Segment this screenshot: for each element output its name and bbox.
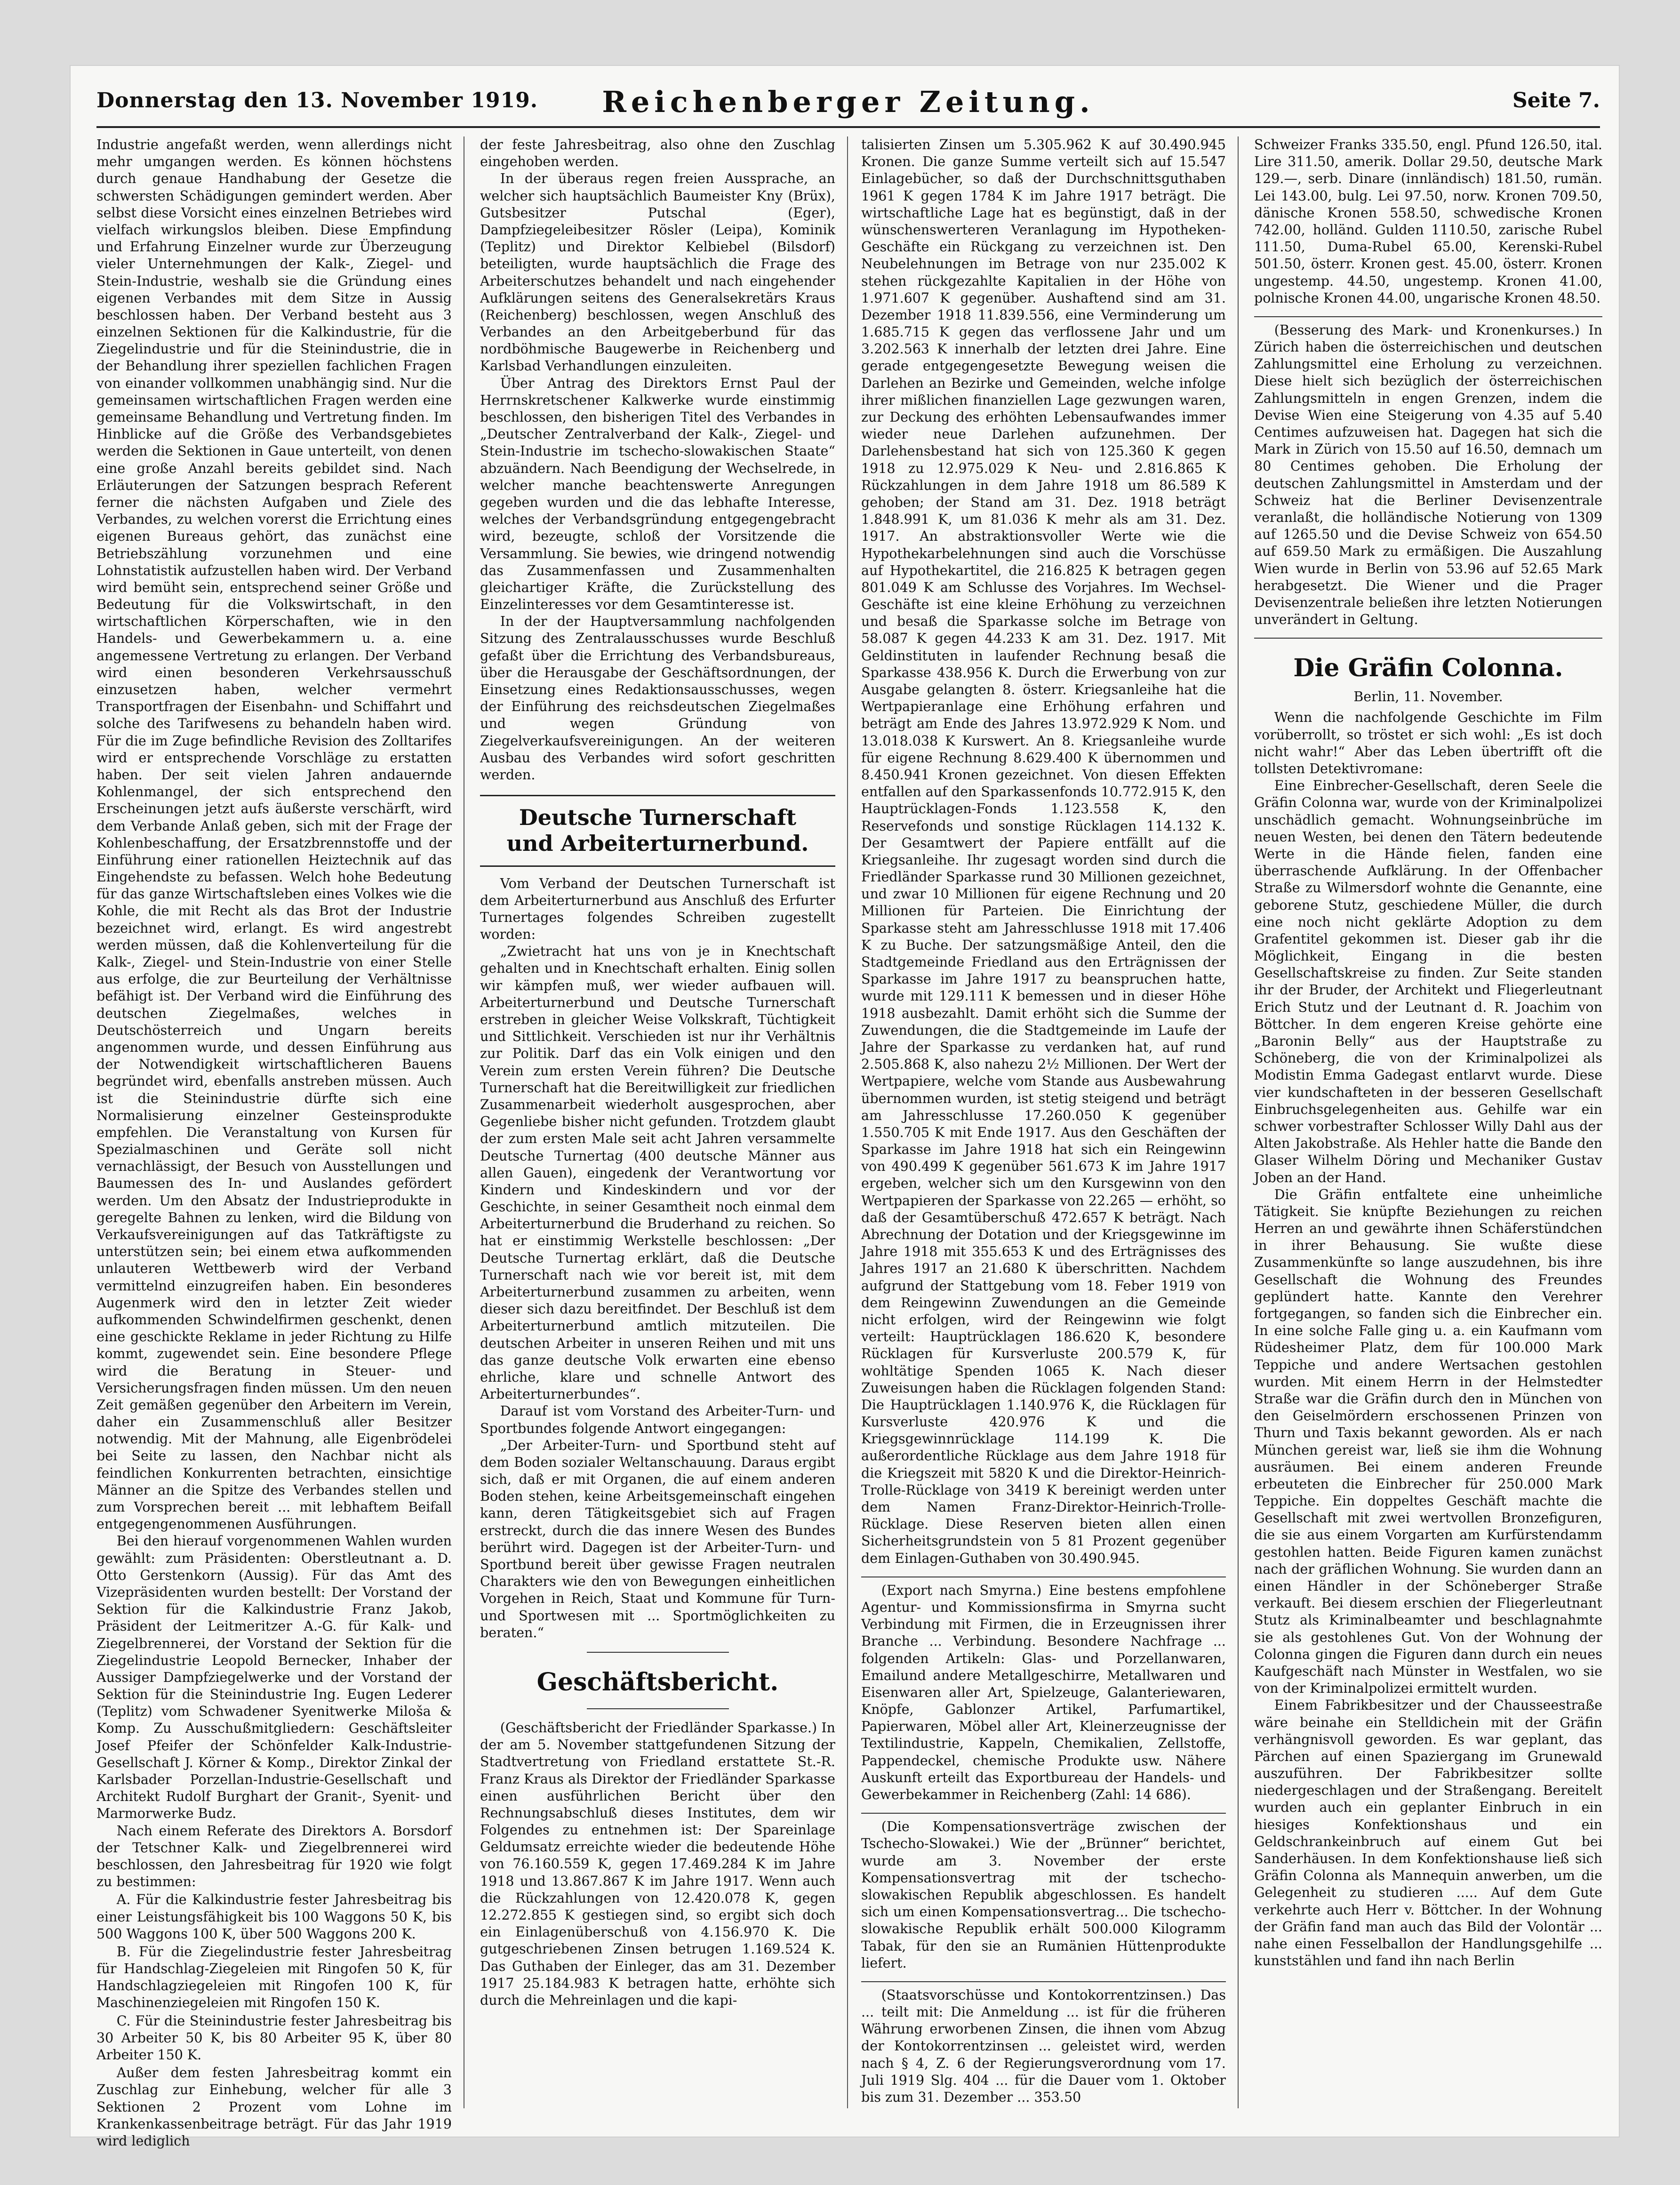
column-divider (847, 136, 848, 2108)
column-1 (96, 136, 452, 2149)
newspaper-page (71, 66, 1619, 2149)
article-paragraph: Die Gräfin entfaltete eine unheimliche Tätigkeit. Sie knüpfte Beziehungen zu reichen Herren an und gewährte ihnen Schäferstündchen in ihrer Behausung. Sie wußte diese Zusammenkünfte so lange auszudehnen, bis ihre Gesellschaft die Wohnung des Freundes geplündert hatte. Kannte den Verehrer fortgegangen, so fanden sich die Einbrecher ein. In eine solche Falle ging u. a. ein Kaufmann vom Rüdesheimer Platz, dem für 100.000 Mark Teppiche und andere Wertsachen gestohlen wurden. Mit einem Herrn in der Helmstedter Straße war die Gräfin durch den in München von den Geiselmördern erschossenen Prinzen von Thurn und Taxis bekannt geworden. Als er nach München gereist war, ließ sie ihm die Wohnung ausräumen. Bei einem anderen Freunde erbeuteten die Einbrecher für 250.000 Mark Teppiche. Ein doppeltes Geschäft machte die Gesellschaft mit zwei wertvollen Bronzefiguren, die sie aus einem Vorgarten am Kurfürstendamm gestohlen hatten. Beide Figuren kamen zunächst nach der gräflichen Wohnung. Sie wurden dann an einen Händler in der Schöneberger Straße verkauft. Bei diesem erschien der Fliegerleutnant Stutz als Kriminalbeamter und beschlagnahmte sie als gestohlenes Gut. Von der Wohnung der Colonna gingen die Figuren dann durch ein neues Kaufgeschäft nach Münster in Westfalen, wo sie von der Kriminalpolizei ermittelt wurden. (1254, 1186, 1602, 1697)
article-paragraph: Darauf ist vom Vorstand des Arbeiter-Turn- und Sportbundes folgende Antwort eingegangen: (480, 1403, 835, 1436)
article-paragraph: Bei den hierauf vorgenommenen Wahlen wurden gewählt: zum Präsidenten: Oberstleutnant a. D. Otto Gerstenkorn (Aussig). Für das Amt des Vizepräsidenten wurden bestellt: Der Vorstand der Sektion für die Kalkindustrie Franz Jakob, Präsident der Leitmeritzer A.-G. für Kalk- und Ziegelbrennerei, der Vorstand der Sektion für die Ziegelindustrie Leopold Bernecker, Inhaber der Aussiger Dampfziegelwerke und der Vorstand der Sektion für die Steinindustrie Ing. Eugen Lederer (Teplitz) vom Schwadener Syenitwerke Miloša & Komp. Zu Ausschußmitgliedern: Geschäftsleiter Josef Pfeifer der Schönfelder Kalk-Industrie-Gesellschaft J. Körner & Komp., Direktor Zinkal der Karlsbader Porzellan-Industrie-Gesellschaft und Architekt Rudolf Burghart der Granit-, Syenit- und Marmorwerke Budz. (96, 1533, 452, 1822)
notice-paragraph: (Staatsvorschüsse und Kontokorrentzinsen.) Das ... teilt mit: Die Anmeldung ... ist für die früheren Währung erworbenen Zinsen, die ihnen vom Abzug der Kontokorrentzinsen ... geleistet wird, werden nach § 4, Z. 6 der Regierungsverordnung vom 17. Juli 1919 Slg. 404 ... für die Dauer vom 1. Oktober bis zum 31. Dezember ... 353.50 (861, 1987, 1226, 2105)
headline-line: und Arbeiterturnerbund. (506, 831, 809, 856)
fee-item: C. Für die Steinindustrie fester Jahresbeitrag bis 30 Arbeiter 50 K, bis 80 Arbeiter 95 K, über 80 Arbeiter 150 K. (96, 2013, 452, 2063)
article-paragraph: Einem Fabrikbesitzer und der Chausseestraße wäre beinahe ein Stelldichein mit der Gräfin verhängnisvoll geworden. Es war geplant, das Pärchen auf einen Spaziergang im Grunewald auszuführen. Der Fabrikbesitzer sollte niedergeschlagen und der Straßengang. Bereitelt wurden auch ein geplanter Einbruch in ein hiesiges Konfektionshaus und ein Geldschrankeinbruch auf einem Gut bei Sanderhäusen. In dem Konfektionshause ließ sich Gräfin Colonna als Mannequin anwerben, um die Gelegenheit zu studieren ..... Auf dem Gute verkehrte auch Herr v. Böttcher. In der Wohnung der Gräfin fand man auch das Bild der Volontär ... nahe einen Fesselballon der Handlungsgehilfe ... kunststählen und fand ihn nach Berlin (1254, 1697, 1602, 1969)
issue-date: Donnerstag den 13. November 1919. (96, 88, 538, 112)
column-4 (1254, 136, 1602, 2108)
section-divider (861, 1981, 1226, 1982)
article-paragraph: talisierten Zinsen um 5.305.962 K auf 30.490.945 Kronen. Die ganze Summe verteilt sich auf 15.547 Einlagebücher, so daß der Durchschnittsguthaben 1961 K gegen 1784 K im Jahre 1917 beträgt. Die wirtschaftliche Lage hat es begünstigt, daß in der wünschenswerteren Veranlagung im Hypotheken-Geschäfte ein Rückgang zu verzeichnen ist. Den Neubelehnungen im Betrage von nur 235.002 K stehen rückgezahlte Kapitalien in der Höhe von 1.971.607 K gegenüber. Aushaftend sind am 31. Dezember 1918 11.839.556, eine Verminderung um 1.685.715 K gegen das verflossene Jahr und um 3.202.563 K innerhalb der letzten drei Jahre. Eine gerade entgegengesetzte Bewegung weisen die Darlehen an Bezirke und Gemeinden, welche infolge ihrer mißlichen finanziellen Lage gezwungen waren, zur Deckung des erhöhten Lebensaufwandes immer wieder neue Darlehen aufzunehmen. Der Darlehensbestand hat sich von 125.360 K gegen 1918 zu 12.975.029 K Neu- und 2.816.865 K Rückzahlungen in dem Jahre 1918 um 86.589 K gehoben; der Stand am 31. Dez. 1918 beträgt 1.848.991 K, um 81.036 K mehr als am 31. Dez. 1917. An abstraktionsvoller Werte wie die Hypothekarbelehnungen sind auch die Vorschüsse auf Hypothekartitel, die 216.825 K betragen gegen 801.049 K am Schlusse des Vorjahres. Im Wechsel-Geschäfte ist eine kleine Erhöhung zu verzeichnen und besaß die Sparkasse solche im Betrage von 58.087 K gegen 44.233 K am 31. Dez. 1917. Mit Geldinstituten in laufender Rechnung besaß die Sparkasse 438.956 K. Durch die Erwerbung von zur Ausgabe gelangten 8. österr. Kriegsanleihe hat die Wertpapieranlage eine Erhöhung erfahren und beträgt am Ende des Jahres 13.972.929 K Nom. und 13.018.038 K Kurswert. An 8. Kriegsanleihe wurde für eigene Rechnung 8.629.400 K übernommen und 8.450.941 Kronen gezeichnet. Von diesen Effekten entfallen auf den Sparkassenfonds 10.772.915 K, den Hauptrücklagen-Fonds 1.123.558 K, den Reservefonds und sonstige Rücklagen 114.132 K. Der Gesamtwert der Papiere entfällt auf die Kriegsanleihe. Ihr zugesagt worden sind durch die Friedländer Sparkasse rund 30 Millionen gezeichnet, und zwar 10 Millionen für eigene Rechnung und 20 Millionen für Parteien. Die Einrichtung der Sparkasse steht am Jahresschlusse 1918 mit 17.406 K zu Buche. Der satzungsmäßige Anteil, den die Stadtgemeinde Friedland aus den Erträgnissen der Sparkasse im Jahre 1917 zu beanspruchen hatte, wurde mit 129.111 K bemessen und in dieser Höhe 1918 ausbezahlt. Damit erhöht sich die Summe der Zuwendungen, die die Stadtgemeinde im Laufe der Jahre der Sparkasse zu verdanken hat, auf rund 2.505.868 K, also nahezu 2½ Millionen. Der Wert der Wertpapiere, welche vom Stande aus Ausbewahrung übernommen wurden, ist stetig steigend und beträgt am Jahresschlusse 17.260.050 K gegenüber 1.550.705 K mit Ende 1917. Aus den Geschäften der Sparkasse im Jahre 1918 hat sich ein Reingewinn von 490.499 K gegenüber 561.673 K im Jahre 1917 ergeben, welcher sich um den Kursgewinn von den Wertpapieren der Sparkasse von 22.265 — erhöht, so daß der Gesamtüberschuß 472.657 K beträgt. Nach Abrechnung der Dotation und der Kriegsgewinne im Jahre 1918 mit 355.653 K und des Erträgnisses des Jahres 1917 an 21.680 K überschritten. Nachdem aufgrund der Stattgebung vom 18. Feber 1919 von dem Reingewinn Zuwendungen an die Gemeinde nicht erfolgen, wird der Reingewinn wie folgt verteilt: Hauptrücklagen 186.620 K, besondere Rücklagen für Kursverluste 200.579 K, für wohltätige Spenden 1065 K. Nach dieser Zuweisungen haben die Rücklagen folgenden Stand: Die Hauptrücklagen 1.140.976 K, die Rücklagen für Kursverluste 420.976 K und die Kriegsgewinnrücklage 114.199 K. Die außerordentliche Rücklage aus dem Jahre 1918 für die Kriegszeit mit 5820 K und die Direktor-Heinrich-Trolle-Rücklage von 3419 K bereinigt werden unter dem Namen Franz-Direktor-Heinrich-Trolle-Rücklage. Diese Reserven bieten allen einen Sicherheitsgrundstein von 5 81 Prozent gegenüber dem Einlagen-Guthaben von 30.490.945. (861, 137, 1226, 1566)
fee-list (96, 1891, 452, 2064)
article-paragraph: der feste Jahresbeitrag, also ohne den Zuschlag eingehoben werden. (480, 137, 835, 170)
article-paragraph: Industrie angefaßt werden, wenn allerdings nicht mehr umgangen werden. Es können höchstens durch genaue Handhabung der Gesetze die schwersten Schädigungen gemindert werden. Aber selbst diese Vorsicht eines einzelnen Betriebes wird vielfach wirkungslos bleiben. Diese Empfindung und Erfahrung Einzelner wurde zur Überzeugung vieler Unternehmungen der Kalk-, Ziegel- und Stein-Industrie, weshalb sie die Gründung eines eigenen Verbandes mit dem Sitze in Aussig beschlossen haben. Der Verband besteht aus 3 einzelnen Sektionen für die Kalkindustrie, für die Ziegelindustrie und für die Steinindustrie, die in der Behandlung ihrer speziellen fachlichen Fragen von einander vollkommen unabhängig sind. Nur die gemeinsamen wirtschaftlichen Fragen werden eine gemeinsame Behandlung und Vertretung finden. Im Hinblicke auf die Größe des Verbandsgebietes werden die Sektionen in Gaue unterteilt, von denen eine große Anzahl bereits gebildet sind. Nach Erläuterungen der Satzungen besprach Referent ferner die nächsten Aufgaben und Ziele des Verbandes, zu welchen vorerst die Errichtung eines eigenen Bureaus gehört, das zunächst eine Betriebszählung vorzunehmen und eine Lohnstatistik aufzustellen haben wird. Der Verband wird bemüht sein, entsprechend seiner Größe und Bedeutung für die Volkswirtschaft, in den wirtschaftlichen Körperschaften, wie in den Handels- und Gewerbekammern u. a. eine angemessene Vertretung zu erlangen. Der Verband wird einen besonderen Verkehrsausschuß einzusetzen haben, welcher vermehrt Transportfragen der Eisenbahn- und Schiffahrt und solche des Tarifwesens zu behandeln haben wird. Für die im Zuge befindliche Revision des Zolltarifes wird er entsprechende Vorschläge zu erstatten haben. Der seit vielen Jahren andauernde Kohlenmangel, der sich entsprechend den Erscheinungen jetzt aufs äußerste verschärft, wird dem Verbande Anlaß geben, sich mit der Frage der Kohlenbeschaffung, der Ersatzbrennstoffe und der Einführung einer rationellen Heiztechnik auf das Eingehendste zu befassen. Welch hohe Bedeutung für das ganze Wirtschaftsleben eines Volkes wie die Kohle, die mit Recht als das Brot der Industrie bezeichnet wird, erlangt. Es wird angestrebt werden müssen, daß die Kohlenverteilung für die Kalk-, Ziegel- und Stein-Industrie von einer Stelle aus erfolge, die zur Beurteilung der Verhältnisse befähigt ist. Der Verband wird die Einführung des deutschen Ziegelmaßes, welches in Deutschösterreich und Ungarn bereits angenommen wurde, und dessen Einführung aus der Notwendigkeit wirtschaftlicheren Bauens begründet wird, ebenfalls anstreben müssen. Auch ist die Steinindustrie dürfte sich eine Normalisierung einzelner Gesteinsprodukte empfehlen. Die Veranstaltung von Kursen für Spezialmaschinen und Geräte soll nicht vernachlässigt, der Besuch von Ausstellungen und Baumessen des In- und Auslandes gefördert werden. Um den Absatz der Industrieprodukte in geregelte Bahnen zu lenken, wird die Bildung von Verkaufsvereinigungen auf das Tatkräftigste zu unterstützen sein; bei einem etwa aufkommenden unlauteren Wettbewerb wird der Verband vermittelnd einzugreifen haben. Ein besonderes Augenmerk wird den in letzter Zeit wieder aufkommenden Schwindelfirmen geschenkt, denen eine geschickte Reklame in jeder Richtung zu Hilfe kommt, zugewendet sein. Eine besondere Pflege wird die Beratung in Steuer- und Versicherungsfragen finden müssen. Um den neuen Zeit gemäßen gegenüber den Arbeitern im Verein, daher ein Zusammenschluß aller Besitzer notwendig. Mit der Mahnung, alle Eigenbrödelei bei Seite zu lassen, den Nachbar nicht als feindlichen Konkurrenten betrachten, einsichtige Männer an die Spitze des Verbandes stellen und zum Vorsprechen bereit ... mit lebhaftem Beifall entgegengenommenen Ausführungen. (96, 137, 452, 1532)
exchange-rates: Schweizer Franks 335.50, engl. Pfund 126.50, ital. Lire 311.50, amerik. Dollar 29.50, deutsche Mark 129.—, serb. Dinare (innländisch) 181.50, rumän. Lei 143.00, bulg. Lei 97.50, norw. Kronen 709.50, dänische Kronen 558.50, schwedische Kronen 742.00, holländ. Gulden 1110.50, zarische Rubel 111.50, Duma-Rubel 65.00, Kerenski-Rubel 501.50, österr. Kronen gest. 45.00, österr. Kronen ungestemp. 44.50, ungestemp. Kronen 41.00, polnische Kronen 44.00, ungarische Kronen 48.50. (1254, 137, 1602, 306)
article-paragraph: „Der Arbeiter-Turn- und Sportbund steht auf dem Boden sozialer Weltanschauung. Daraus ergibt sich, daß er mit Organen, die auf einem anderen Boden stehen, keine Arbeitsgemeinschaft eingehen kann, deren Tätigkeitsgebiet sich auf Fragen erstreckt, durch die das innere Wesen des Bundes berührt wird. Dagegen ist der Arbeiter-Turn- und Sportbund bereit über gewisse Fragen neutralen Charakters wie den von Bewegungen einheitlichen Vorgehen in Reich, Staat und Kommune für Turn- und Sportwesen mit ... Sportmöglichkeiten zu beraten.“ (480, 1437, 835, 1641)
notice-paragraph: (Export nach Smyrna.) Eine bestens empfohlene Agentur- und Kommissionsfirma in Smyrna sucht Verbindung mit Firmen, die in Erzeugnissen ihrer Branche ... Verbindung. Besondere Nachfrage ... folgenden Artikeln: Glas- und Porzellanwaren, Emailund andere Metallgeschirre, Metallwaren und Eisenwaren aller Art, Spielzeuge, Galanteriewaren, Knöpfe, Gablonzer Artikel, Parfumartikel, Papierwaren, Möbel aller Art, Kleinerzeugnisse der Textilindustrie, Kappeln, Chemikalien, Zellstoffe, Pappendeckel, chemische Produkte usw. Nähere Auskunft erteilt das Exportbureau der Handels- und Gewerbekammer in Reichenberg (Zahl: 14 686). (861, 1582, 1226, 1802)
page-header (96, 85, 1600, 118)
article-paragraph: Nach einem Referate des Direktors A. Borsdorf der Tetschner Kalk- und Ziegelbrennerei wird beschlossen, den Jahresbeitrag für 1920 wie folgt zu bestimmen: (96, 1823, 452, 1890)
colonna-headline: Die Gräfin Colonna. (1293, 654, 1563, 683)
turner-headline (480, 795, 835, 866)
page-number: Seite 7. (1512, 88, 1600, 112)
header-rule (96, 126, 1600, 128)
section-divider (587, 1708, 729, 1709)
newspaper-masthead: Reichenberger Zeitung. (602, 85, 1095, 119)
fee-item: A. Für die Kalkindustrie fester Jahresbeitrag bis einer Leistungsfähigkeit bis 100 Waggons 50 K, bis 500 Waggons 100 K, über 500 Waggons 200 K. (96, 1892, 452, 1942)
section-divider (861, 1813, 1226, 1814)
column-divider (1238, 136, 1239, 2108)
article-paragraph: In der überaus regen freien Aussprache, an welcher sich hauptsächlich Baumeister Kny (Brüx), Gutsbesitzer Putschal (Eger), Dampfziegeleibesitzer Rösler (Leipa), Kominik (Teplitz) und Direktor Kelbiebel (Bilsdorf) beteiligten, wurde hauptsächlich die Frage des Arbeiterschutzes behandelt und nach eingehender Aufklärungen seitens des Generalsekretärs Kraus (Reichenberg) beschlossen, wegen Anschluß des Verbandes an den Arbeitgeberbund für das nordböhmische Baugewerbe in Reichenberg und Karlsbad Verhandlungen einzuleiten. (480, 171, 835, 374)
dateline: Berlin, 11. November. (1353, 689, 1503, 705)
notice-paragraph: (Die Kompensationsverträge zwischen der Tschecho-Slowakei.) Wie der „Brünner“ berichtet, wurde am 3. November der erste Kompensationsvertrag mit der tschecho-slowakischen Republik abgeschlossen. Es handelt sich um einen Kompensationsvertrag... Die tschecho-slowakische Republik erhält 500.000 Kilogramm Tabak, für den sie an Rumänien Hüttenprodukte liefert. (861, 1819, 1226, 1971)
article-paragraph: „Zwietracht hat uns von je in Knechtschaft gehalten und in Knechtschaft erhalten. Einig sollen wir kämpfen muß, wer wieder aufbauen will. Arbeiterturnerbund und Deutsche Turnerschaft erstreben in gleicher Weise Volkskraft, Tüchtigkeit und Sittlichkeit. Verschieden ist nur ihr Verhältnis zur Politik. Darf das ein Volk einigen und den Verein zum ersten Verein führen? Die Deutsche Turnerschaft hat die Bereitwilligkeit zur friedlichen Zusammenarbeit wiederholt ausgesprochen, aber Gegenliebe bisher nicht gefunden. Trotzdem glaubt der zum ersten Male seit acht Jahren versammelte Deutsche Turnertag (400 deutsche Männer aus allen Gauen), eingedenk der Verantwortung vor Kindern und Kindeskindern und vor der Geschichte, in seiner Gesamtheit noch einmal dem Arbeiterturnerbund die Bruderhand zu reichen. So hat er einstimmig Werkstelle beschlossen: „Der Deutsche Turnertag erklärt, daß die Deutsche Turnerschaft nach wie vor bereit ist, mit dem Arbeiterturnerbund zusammen zu arbeiten, wenn dieser sich dazu bereitfindet. Der Beschluß ist dem Arbeiterturnerbund amtlich mitzuteilen. Die deutschen Arbeiter in unseren Reihen und mit uns das ganze deutsche Volk erwarten eine ebenso ehrliche, klare und schnelle Antwort des Arbeiterturnerbundes“. (480, 944, 835, 1402)
boerse-paragraph: (Besserung des Mark- und Kronenkurses.) In Zürich haben die österreichischen und deutschen Zahlungsmittel eine Erholung zu verzeichnen. Diese hielt sich bezüglich der österreichischen Zahlungsmitteln in engen Grenzen, indem die Devise Wien eine Steigerung von 4.35 auf 5.40 Centimes aufzuweisen hat. Dagegen hat sich die Mark in Zürich von 15.50 auf 16.50, demnach um 80 Centimes gehoben. Die Erholung der deutschen Zahlungsmittel in Amsterdam und der Schweiz hat die Berliner Devisenzentrale veranlaßt, die holländische Notierung von 1309 auf 1265.50 und die Devise Schweiz von 654.50 auf 659.50 Mark zu ermäßigen. Die Auszahlung Wien wurde in Berlin von 53.96 auf 52.65 Mark herabgesetzt. Die Wiener und die Prager Devisenzentrale beließen ihre letzten Notierungen unverändert in Geltung. (1254, 322, 1602, 628)
article-paragraph: Über Antrag des Direktors Ernst Paul der Herrnskretschener Kalkwerke wurde einstimmig beschlossen, den bisherigen Titel des Verbandes in „Deutscher Zentralverband der Kalk-, Ziegel- und Stein-Industrie im tschecho-slowakischen Staate“ abzuändern. Nach Beendigung der Wechselrede, in welcher manche beachtenswerte Anregungen gegeben wurden und die das lebhafte Interesse, welches der Verbandsgründung entgegengebracht wird, bezeugte, schloß der Vorsitzende die Versammlung. Sie bewies, wie dringend notwendig das Zusammenfassen und Zusammenhalten gleichartiger Kräfte, die Zurückstellung des Einzelinteresses vor dem Gesamtinteresse ist. (480, 375, 835, 613)
headline-line: Deutsche Turnerschaft (519, 805, 797, 831)
article-paragraph: Außer dem festen Jahresbeitrag kommt ein Zuschlag zur Einhebung, welcher für alle 3 Sektionen 2 Prozent vom Lohne im Krankenkassenbeitrage beträgt. Für das Jahr 1919 wird lediglich (96, 2065, 452, 2149)
article-paragraph: Eine Einbrecher-Gesellschaft, deren Seele die Gräfin Colonna war, wurde von der Kriminalpolizei unschädlich gemacht. Wohnungseinbrüche im neuen Westen, bei denen den Tätern bedeutende Werte in die Hände fielen, fanden eine überraschende Aufklärung. In der Offenbacher Straße zu Wilmersdorf wohnte die Genannte, eine geborene Stutz, geschiedene Müller, die durch eine noch nicht geklärte Adoption zu dem Grafentitel gekommen ist. Dieser gab ihr die Möglichkeit, Eingang in die besten Gesellschaftskreise zu finden. Zur Seite standen ihr der Bruder, der Architekt und Fliegerleutnant Erich Stutz und der Leutnant d. R. Joachim von Böttcher. In dem engeren Kreise gehörte eine „Baronin Belly“ aus der Hauptstraße zu Schöneberg, die von der Kriminalpolizei als Modistin Emma Gadegast entlarvt wurde. Diese vier kundschafteten in der besseren Gesellschaft Einbruchsgelegenheiten aus. Gehilfe war ein schwer vorbestrafter Schlosser Willy Dahl aus der Alten Jakobstraße. Als Hehler hatte die Bande den Glaser Wilhelm Döring und Mechaniker Gustav Joben an der Hand. (1254, 778, 1602, 1185)
article-paragraph: In der der Hauptversammlung nachfolgenden Sitzung des Zentralausschusses wurde Beschluß gefaßt über die Errichtung des Verbandsbureaus, über die Herausgabe der Geschäftsordnungen, der Einsetzung eines Redaktionsausschusses, wegen der Einführung des reichsdeutschen Ziegelmaßes und wegen Gründung von Ziegelverkaufsvereinigungen. An der weiteren Ausbau des Verbandes wird sofort geschritten werden. (480, 614, 835, 783)
column-2 (480, 136, 835, 2108)
section-divider (587, 1652, 729, 1653)
article-paragraph: Wenn die nachfolgende Geschichte im Film vorüberrollt, so tröstet er sich wohl: „Es ist doch nicht wahr!“ Aber das Leben übertrifft oft die tollsten Detektivromane: (1254, 710, 1602, 777)
geschaeftsbericht-headline: Geschäftsbericht. (536, 1667, 779, 1697)
article-paragraph: Vom Verband der Deutschen Turnerschaft ist dem Arbeiterturnerbund aus Anschluß des Erfurter Turnertages folgendes Schreiben zugestellt worden: (480, 875, 835, 943)
section-divider (1254, 316, 1602, 317)
section-divider (1254, 638, 1602, 639)
column-3 (861, 136, 1226, 2108)
article-paragraph: (Geschäftsbericht der Friedländer Sparkasse.) In der am 5. November stattgefundenen Sitzung der Stadtvertretung von Friedland erstattete St.-R. Franz Kraus als Direktor der Friedländer Sparkasse einen ausführlichen Bericht über den Rechnungsabschluß dieses Institutes, dem wir Folgendes zu entnehmen ist: Der Spareinlage Geldumsatz erreichte wieder die bedeutende Höhe von 76.160.559 K, gegen 17.469.284 K im Jahre 1918 und 13.867.867 K im Jahre 1917. Wenn auch die Rückzahlungen von 12.420.078 K, gegen 12.272.855 K gestiegen sind, so ergibt sich doch ein Einlagenüberschuß von 4.156.970 K. Die gutgeschriebenen Zinsen betrugen 1.169.524 K. Das Guthaben der Einleger, das am 31. Dezember 1917 25.184.983 K betragen hatte, erhöhte sich durch die Mehreinlagen und die kapi- (480, 1720, 835, 2008)
fee-item: B. Für die Ziegelindustrie fester Jahresbeitrag für Handschlag-Ziegeleien mit Ringofen 50 K, für Handschlagziegeleien mit Ringofen 100 K, für Maschinenziegeleien mit Ringofen 150 K. (96, 1944, 452, 2011)
